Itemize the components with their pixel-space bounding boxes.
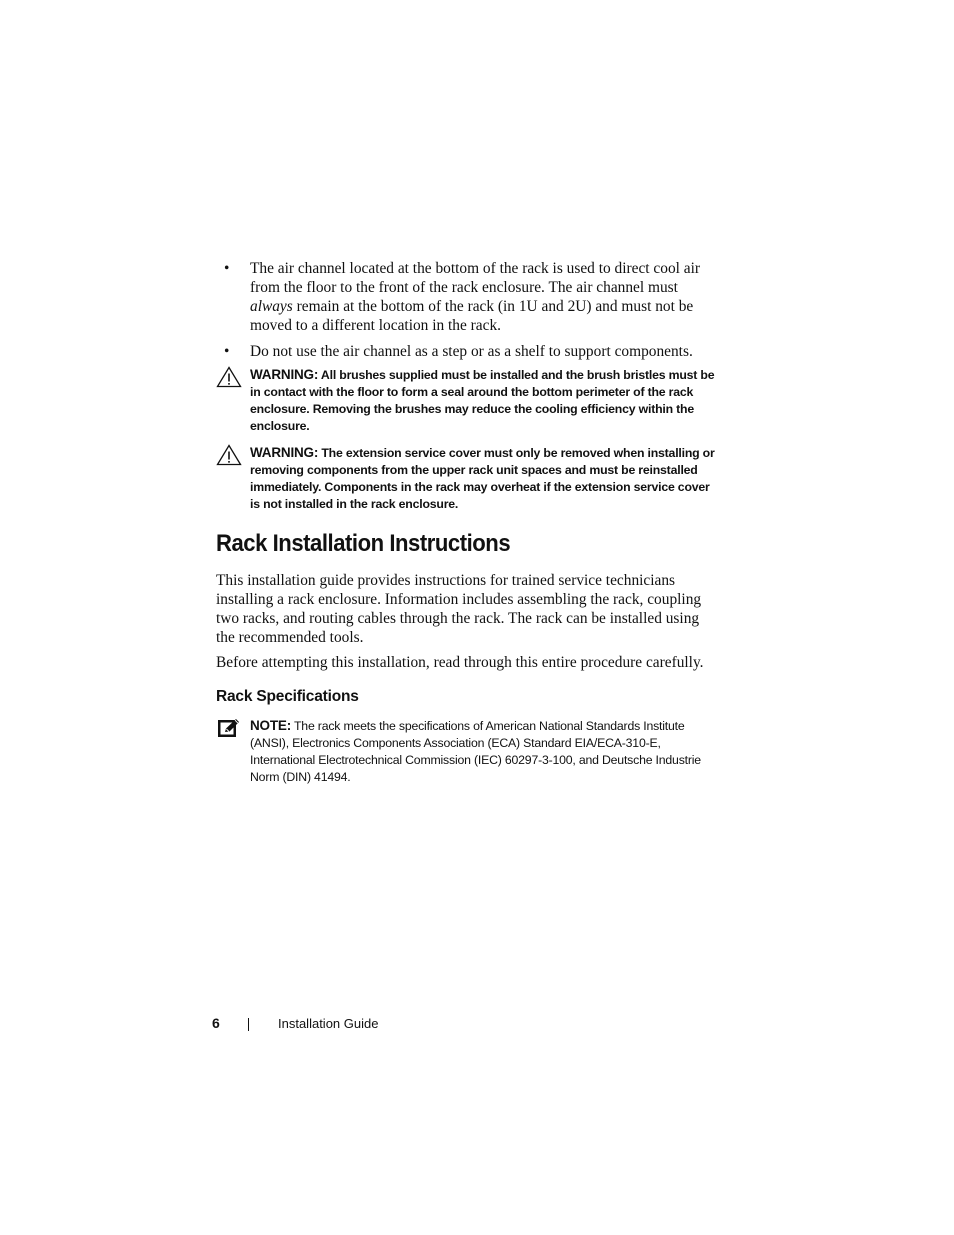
note-pencil-icon <box>216 717 242 739</box>
bullet-dot: • <box>224 260 230 277</box>
warning-label: WARNING: <box>250 445 319 460</box>
note-label: NOTE: <box>250 718 291 733</box>
warning-body: All brushes supplied must be installed and the brush bristles must be in contact with the floor to form a seal around the bottom perimeter of the rack enclosure. Removing the brushes may reduce the cooling efficiency within the enclosure. <box>250 368 715 433</box>
section-title: Rack Installation Instructions <box>216 530 511 557</box>
footer-divider <box>248 1018 249 1031</box>
page-footer <box>0 1015 954 1035</box>
bullet-text: The air channel located at the bottom of the rack is used to direct cool air from the floor to the front of the rack enclosure. The air channel must <box>250 260 701 296</box>
warning-triangle-icon <box>216 366 242 388</box>
bullet-list <box>216 259 721 368</box>
list-item <box>216 259 721 335</box>
note-text <box>250 717 721 786</box>
subsection-title: Rack Specifications <box>216 688 359 705</box>
note-callout <box>216 717 721 786</box>
warning-text <box>250 444 721 513</box>
warning-label: WARNING: <box>250 367 319 382</box>
bullet-text-cont: remain at the bottom of the rack (in 1U and 2U) and must not be moved to a different location in the rack. <box>250 298 694 334</box>
warning-callout <box>216 444 721 513</box>
note-body: The rack meets the specifications of American National Standards Institute (ANSI), Electronics Components Association (ECA) Standard EIA/ECA-310-E, International Electrotechnical Commission (IEC) 60297-3-100, and Deutsche Industrie Norm (DIN) 41494. <box>250 719 701 784</box>
bullet-text: Do not use the air channel as a step or as a shelf to support components. <box>250 343 693 360</box>
warning-callout <box>216 366 721 435</box>
bullet-dot: • <box>224 343 230 360</box>
warning-body: The extension service cover must only be removed when installing or removing components from the upper rack unit spaces and must be reinstalled immediately. Components in the rack may overheat if the extension service cover is not installed in the rack enclosure. <box>250 446 715 511</box>
page-number: 6 <box>212 1015 220 1031</box>
bullet-emphasis: always <box>250 298 293 315</box>
warning-text <box>250 366 721 435</box>
warning-triangle-icon <box>216 444 242 466</box>
list-item <box>216 342 721 361</box>
caution-paragraph: Before attempting this installation, read through this entire procedure carefully. <box>216 654 704 671</box>
intro-paragraph: This installation guide provides instructions for trained service technicians installing a rack enclosure. Information includes assembling the rack, coupling two racks, and routing cables through the rack. The rack can be installed using the recommended tools. <box>216 572 702 646</box>
footer-doc-title: Installation Guide <box>278 1016 379 1031</box>
